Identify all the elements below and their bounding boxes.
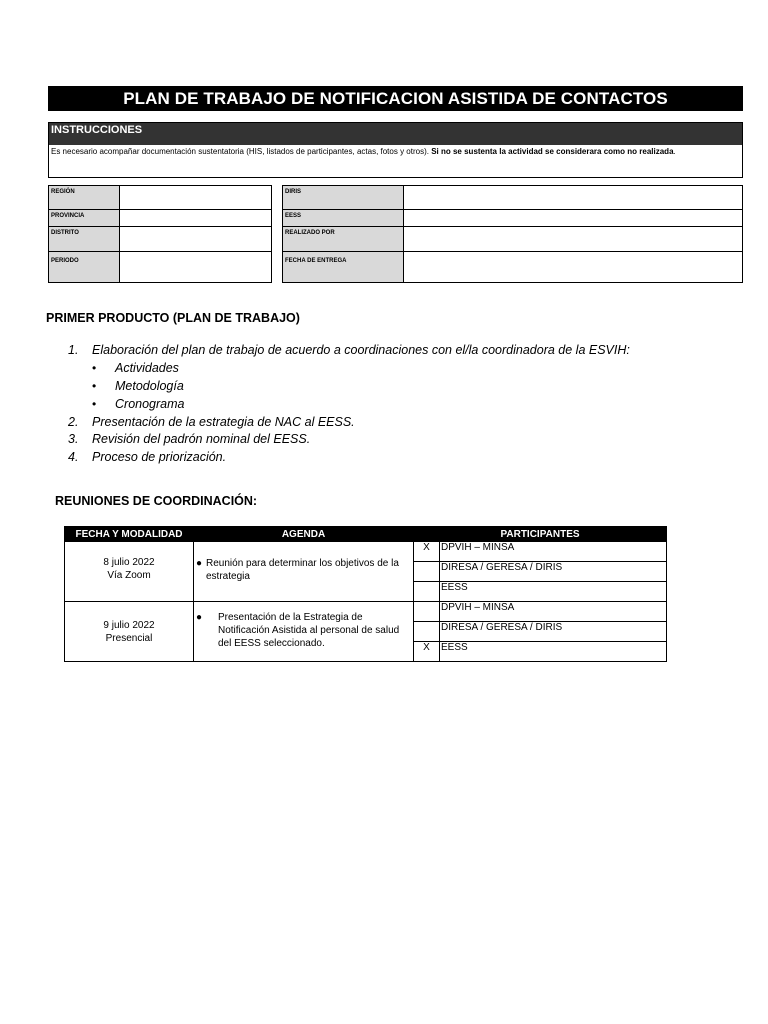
- list-number: 4.: [68, 450, 79, 464]
- participant-name: EESS: [440, 582, 667, 602]
- bullet-icon: •: [92, 397, 97, 411]
- participant-mark[interactable]: [414, 562, 440, 582]
- info-label-periodo: PERIODO: [49, 252, 120, 283]
- info-table-left: [48, 185, 272, 283]
- column-header-agenda: AGENDA: [194, 527, 414, 542]
- info-value-eess[interactable]: [404, 210, 743, 227]
- list-number: 1.: [68, 343, 79, 357]
- participant-name: EESS: [440, 642, 667, 662]
- document-title: PLAN DE TRABAJO DE NOTIFICACION ASISTIDA DE CONTACTOS: [48, 86, 743, 111]
- info-label-distrito: DISTRITO: [49, 227, 120, 252]
- sublist-item-metodologia: Metodología: [115, 379, 184, 393]
- sublist-item-cronograma: Cronograma: [115, 397, 185, 411]
- meeting-date-cell: [65, 602, 194, 662]
- info-label-provincia: PROVINCIA: [49, 210, 120, 227]
- meeting-mode: Presencial: [105, 633, 153, 644]
- info-label-eess: EESS: [283, 210, 404, 227]
- meeting-agenda-text: Presentación de la Estrategia de Notificación Asistida al personal de salud del EESS seleccionado.: [218, 612, 400, 649]
- table-row: [65, 602, 667, 622]
- participant-mark[interactable]: [414, 582, 440, 602]
- participant-mark[interactable]: [414, 622, 440, 642]
- list-number: 2.: [68, 415, 79, 429]
- info-value-distrito[interactable]: [120, 227, 272, 252]
- info-label-region: REGIÓN: [49, 186, 120, 210]
- bullet-icon: ●: [196, 558, 203, 569]
- meeting-date-cell: [65, 542, 194, 602]
- bullet-icon: •: [92, 361, 97, 375]
- info-label-realizado-por: REALIZADO POR: [283, 227, 404, 252]
- participant-name: DIRESA / GERESA / DIRIS: [440, 562, 667, 582]
- meeting-agenda-cell: [194, 542, 414, 602]
- meeting-date: 9 julio 2022: [103, 620, 155, 631]
- column-header-fecha: FECHA Y MODALIDAD: [65, 527, 194, 542]
- meeting-mode: Vía Zoom: [107, 570, 151, 581]
- instructions-normal-text: Es necesario acompañar documentación sustentatoria (HIS, listados de participantes, actas, fotos y otros).: [51, 147, 429, 156]
- participant-mark[interactable]: X: [414, 642, 440, 662]
- sublist-item-actividades: Actividades: [115, 361, 179, 375]
- list-item-revision: Revisión del padrón nominal del EESS.: [92, 432, 311, 446]
- info-label-fecha-entrega: FECHA DE ENTREGA: [283, 252, 404, 283]
- list-number: 3.: [68, 432, 79, 446]
- meeting-agenda-text: Reunión para determinar los objetivos de la estrategia: [206, 558, 399, 582]
- info-table-right: [282, 185, 743, 283]
- bullet-icon: ●: [196, 612, 203, 623]
- info-value-periodo[interactable]: [120, 252, 272, 283]
- info-value-provincia[interactable]: [120, 210, 272, 227]
- participant-name: DPVIH – MINSA: [440, 602, 667, 622]
- participant-mark[interactable]: [414, 602, 440, 622]
- list-item-plan: Elaboración del plan de trabajo de acuerdo a coordinaciones con el/la coordinadora de la ESVIH:: [92, 343, 630, 357]
- instructions-bold-text: Si no se sustenta la actividad se considerara como no realizada: [431, 147, 674, 156]
- column-header-participantes: PARTICIPANTES: [414, 527, 667, 542]
- primer-producto-heading: PRIMER PRODUCTO (PLAN DE TRABAJO): [46, 311, 300, 325]
- list-item-presentacion: Presentación de la estrategia de NAC al EESS.: [92, 415, 355, 429]
- info-value-diris[interactable]: [404, 186, 743, 210]
- meeting-date: 8 julio 2022: [103, 557, 155, 568]
- instructions-heading: INSTRUCCIONES: [49, 123, 742, 145]
- table-row: [65, 542, 667, 562]
- bullet-icon: •: [92, 379, 97, 393]
- participant-name: DPVIH – MINSA: [440, 542, 667, 562]
- info-value-region[interactable]: [120, 186, 272, 210]
- meeting-agenda-cell: [194, 602, 414, 662]
- participant-name: DIRESA / GERESA / DIRIS: [440, 622, 667, 642]
- participant-mark[interactable]: X: [414, 542, 440, 562]
- info-value-realizado-por[interactable]: [404, 227, 743, 252]
- list-item-priorizacion: Proceso de priorización.: [92, 450, 227, 464]
- instructions-box: [48, 122, 743, 178]
- info-label-diris: DIRIS: [283, 186, 404, 210]
- instructions-text: Es necesario acompañar documentación sustentatoria (HIS, listados de participantes, actas, fotos y otros). Si no se sustenta la actividad se considerara como no realizada.: [51, 147, 676, 156]
- meetings-table: [64, 526, 667, 662]
- info-value-fecha-entrega[interactable]: [404, 252, 743, 283]
- reuniones-heading: REUNIONES DE COORDINACIÓN:: [55, 494, 258, 508]
